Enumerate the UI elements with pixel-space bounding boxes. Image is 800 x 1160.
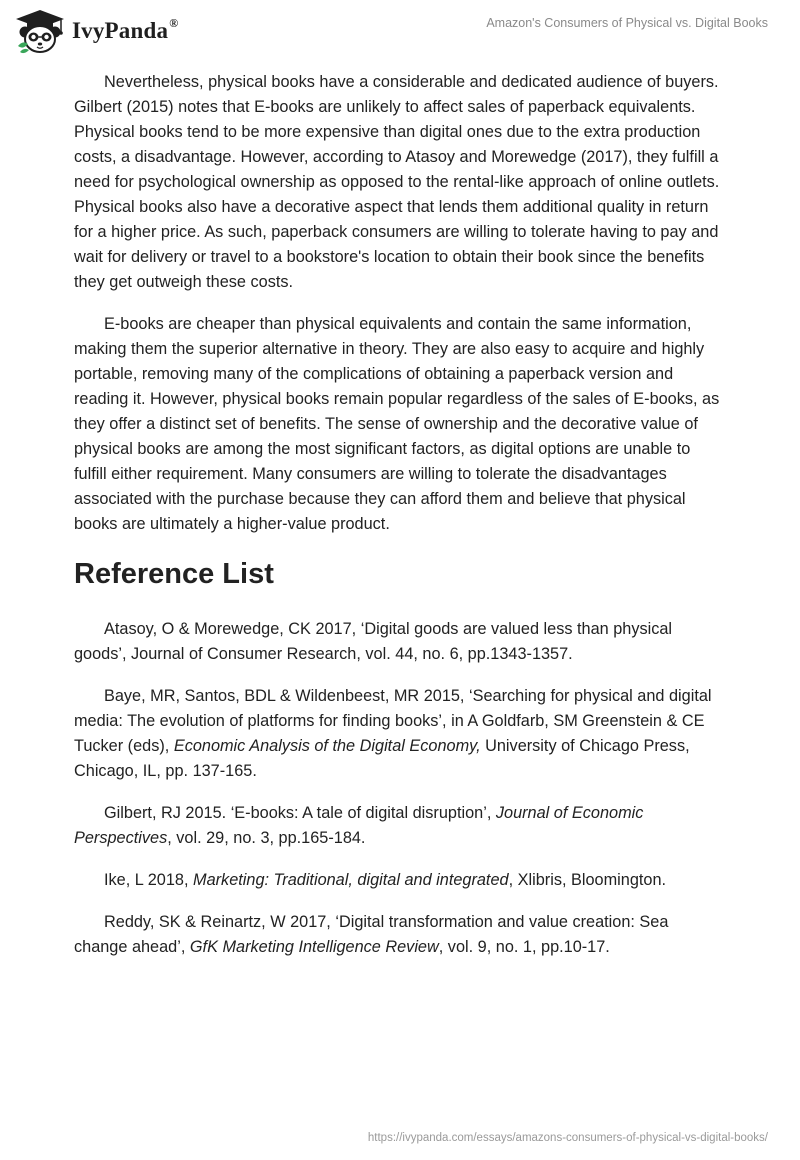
panda-graduate-icon <box>14 8 66 54</box>
document-title: Amazon's Consumers of Physical vs. Digital Books <box>486 16 768 30</box>
essay-content <box>74 70 726 977</box>
reference-item-3: Gilbert, RJ 2015. ‘E-books: A tale of digital disruption’, Journal of Economic Perspectives, vol. 29, no. 3, pp.165-184. <box>74 804 644 847</box>
source-url-link[interactable]: https://ivypanda.com/essays/amazons-consumers-of-physical-vs-digital-books/ <box>367 1132 768 1144</box>
trademark-symbol: ® <box>169 16 179 30</box>
reference-list-heading: Reference List <box>74 558 274 590</box>
reference-item-4: Ike, L 2018, Marketing: Traditional, digital and integrated, Xlibris, Bloomington. <box>104 871 667 889</box>
reference-item-5: Reddy, SK & Reinartz, W 2017, ‘Digital transformation and value creation: Sea change ahead’, GfK Marketing Intelligence Review, vol. 9, no. 1, pp.10-17. <box>74 913 669 956</box>
page-header <box>0 0 800 60</box>
body-paragraph-2: E-books are cheaper than physical equivalents and contain the same information, making them the superior alternative in theory. They are also easy to acquire and highly portable, removing many of the complications of obtaining a paperback version and reading it. However, physical books remain popular regardless of the sales of E-books, as they offer a distinct set of benefits. The sense of ownership and the decorative value of physical books are among the most significant factors, as digital options are unable to fulfill either requirement. Many consumers are willing to tolerate the disadvantages associated with the purchase because they can afford them and believe that physical books are ultimately a higher-value product. <box>74 315 720 533</box>
body-paragraph-1: Nevertheless, physical books have a considerable and dedicated audience of buyers. Gilbert (2015) notes that E-books are unlikely to affect sales of paperback equivalents. Physical books tend to be more expensive than digital ones due to the extra production costs, a disadvantage. However, according to Atasoy and Morewedge (2017), they fulfill a need for psychological ownership as opposed to the rental-like approach of online outlets. Physical books also have a decorative aspect that lends them additional quality in return for a higher price. As such, paperback consumers are willing to tolerate having to pay and wait for delivery or travel to a bookstore's location to obtain their book since the benefits they get outweigh these costs. <box>74 73 720 291</box>
reference-item-2: Baye, MR, Santos, BDL & Wildenbeest, MR 2015, ‘Searching for physical and digital media: The evolution of platforms for finding books’, in A Goldfarb, SM Greenstein & CE Tucker (eds), Economic Analysis of the Digital Economy, University of Chicago Press, Chicago, IL, pp. 137-165. <box>74 687 712 780</box>
brand-name: IvyPanda® <box>72 16 179 43</box>
reference-item-1: Atasoy, O & Morewedge, CK 2017, ‘Digital goods are valued less than physical goods’, Journal of Consumer Research, vol. 44, no. 6, pp.1343-1357. <box>74 620 673 663</box>
ivypanda-logo[interactable] <box>14 8 178 54</box>
